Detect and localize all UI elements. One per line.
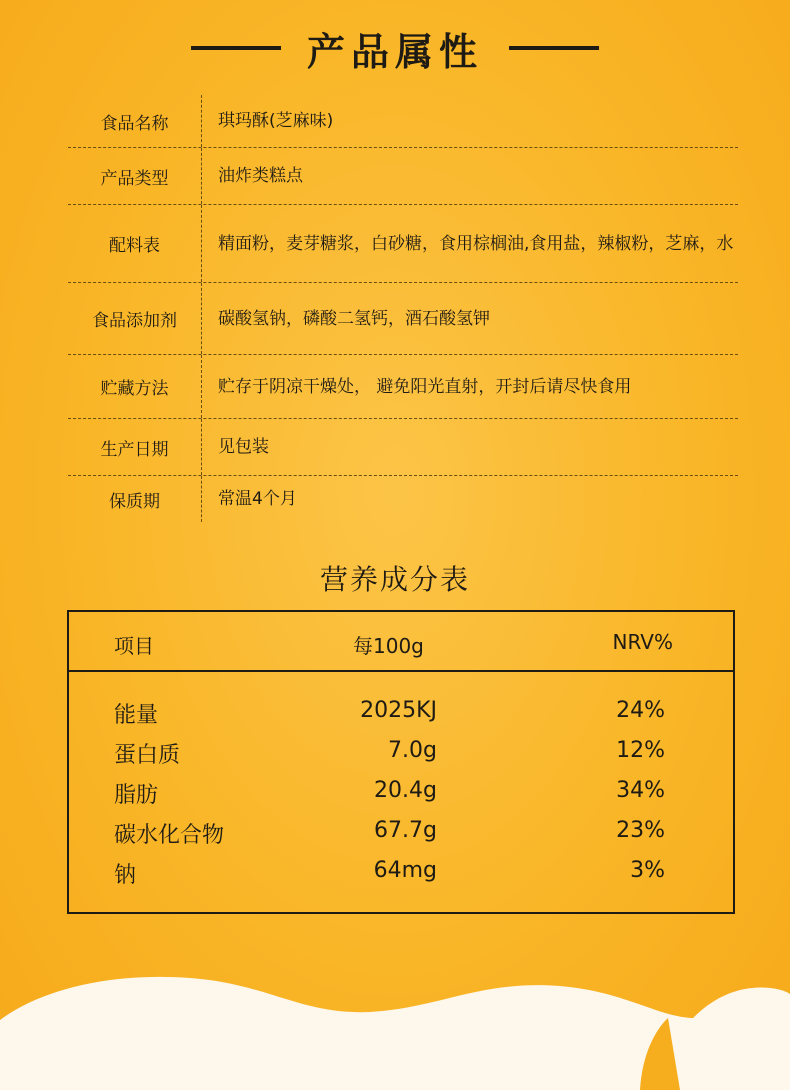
header-nrv: NRV% bbox=[612, 630, 673, 654]
nutrient-name: 脂肪 bbox=[114, 783, 159, 808]
nutrient-amount: 67.7g bbox=[374, 818, 437, 843]
wave-shape-right bbox=[660, 987, 790, 1090]
attribute-value: 精面粉，麦芽糖浆，白砂糖，食用棕榈油,食用盐，辣椒粉，芝麻，水 bbox=[218, 233, 734, 254]
nutrition-row bbox=[69, 778, 733, 818]
attribute-row bbox=[68, 283, 738, 355]
header-per100g: 每100g bbox=[353, 634, 424, 658]
attribute-value: 常温4个月 bbox=[218, 489, 297, 509]
nutrition-row bbox=[69, 738, 733, 778]
nutrition-row bbox=[69, 818, 733, 858]
nutrition-row bbox=[69, 698, 733, 738]
header-right-rule bbox=[509, 46, 599, 50]
attribute-value: 碳酸氢钠，磷酸二氢钙，酒石酸氢钾 bbox=[218, 308, 490, 329]
nutrient-amount: 64mg bbox=[373, 858, 437, 883]
section-header bbox=[0, 22, 790, 74]
attribute-row bbox=[68, 95, 738, 148]
nutrient-name: 碳水化合物 bbox=[114, 823, 225, 848]
product-attributes-table bbox=[68, 95, 738, 522]
attribute-key: 产品类型 bbox=[68, 148, 202, 204]
attribute-row bbox=[68, 355, 738, 419]
nutrient-amount: 2025KJ bbox=[360, 698, 437, 723]
attribute-key: 生产日期 bbox=[68, 419, 202, 475]
attribute-key: 贮藏方法 bbox=[68, 355, 202, 418]
wave-shape-left bbox=[0, 977, 700, 1090]
attribute-key: 食品添加剂 bbox=[68, 283, 202, 354]
attribute-value: 油炸类糕点 bbox=[218, 166, 303, 186]
attribute-value: 琪玛酥(芝麻味) bbox=[218, 111, 334, 131]
page-title: 产品属性 bbox=[306, 29, 483, 74]
nutrition-header-row bbox=[69, 612, 733, 672]
nutrient-name: 能量 bbox=[114, 703, 159, 728]
nutrient-name: 钠 bbox=[114, 863, 137, 888]
nutrient-nrv: 23% bbox=[616, 818, 665, 843]
attribute-key: 食品名称 bbox=[68, 95, 202, 147]
header-item: 项目 bbox=[114, 634, 154, 658]
header-left-rule bbox=[191, 46, 281, 50]
nutrition-body bbox=[69, 672, 733, 898]
attribute-row bbox=[68, 205, 738, 283]
nutrition-title: 营养成分表 bbox=[319, 563, 470, 596]
nutrient-amount: 20.4g bbox=[374, 778, 437, 803]
nutrient-nrv: 12% bbox=[616, 738, 665, 763]
nutrition-row bbox=[69, 858, 733, 898]
nutrient-nrv: 24% bbox=[616, 698, 665, 723]
decorative-wave bbox=[0, 960, 790, 1090]
nutrient-nrv: 3% bbox=[630, 858, 665, 883]
attribute-row bbox=[68, 419, 738, 476]
nutrient-nrv: 34% bbox=[616, 778, 665, 803]
attribute-row bbox=[68, 476, 738, 522]
attribute-value: 见包装 bbox=[218, 437, 269, 457]
attribute-key: 保质期 bbox=[68, 476, 202, 522]
nutrition-table bbox=[67, 610, 735, 914]
attribute-row bbox=[68, 148, 738, 205]
attribute-value: 贮存于阴凉干燥处， 避免阳光直射，开封后请尽快食用 bbox=[218, 376, 632, 397]
nutrient-name: 蛋白质 bbox=[114, 743, 181, 768]
attribute-key: 配料表 bbox=[68, 205, 202, 282]
nutrient-amount: 7.0g bbox=[388, 738, 437, 763]
